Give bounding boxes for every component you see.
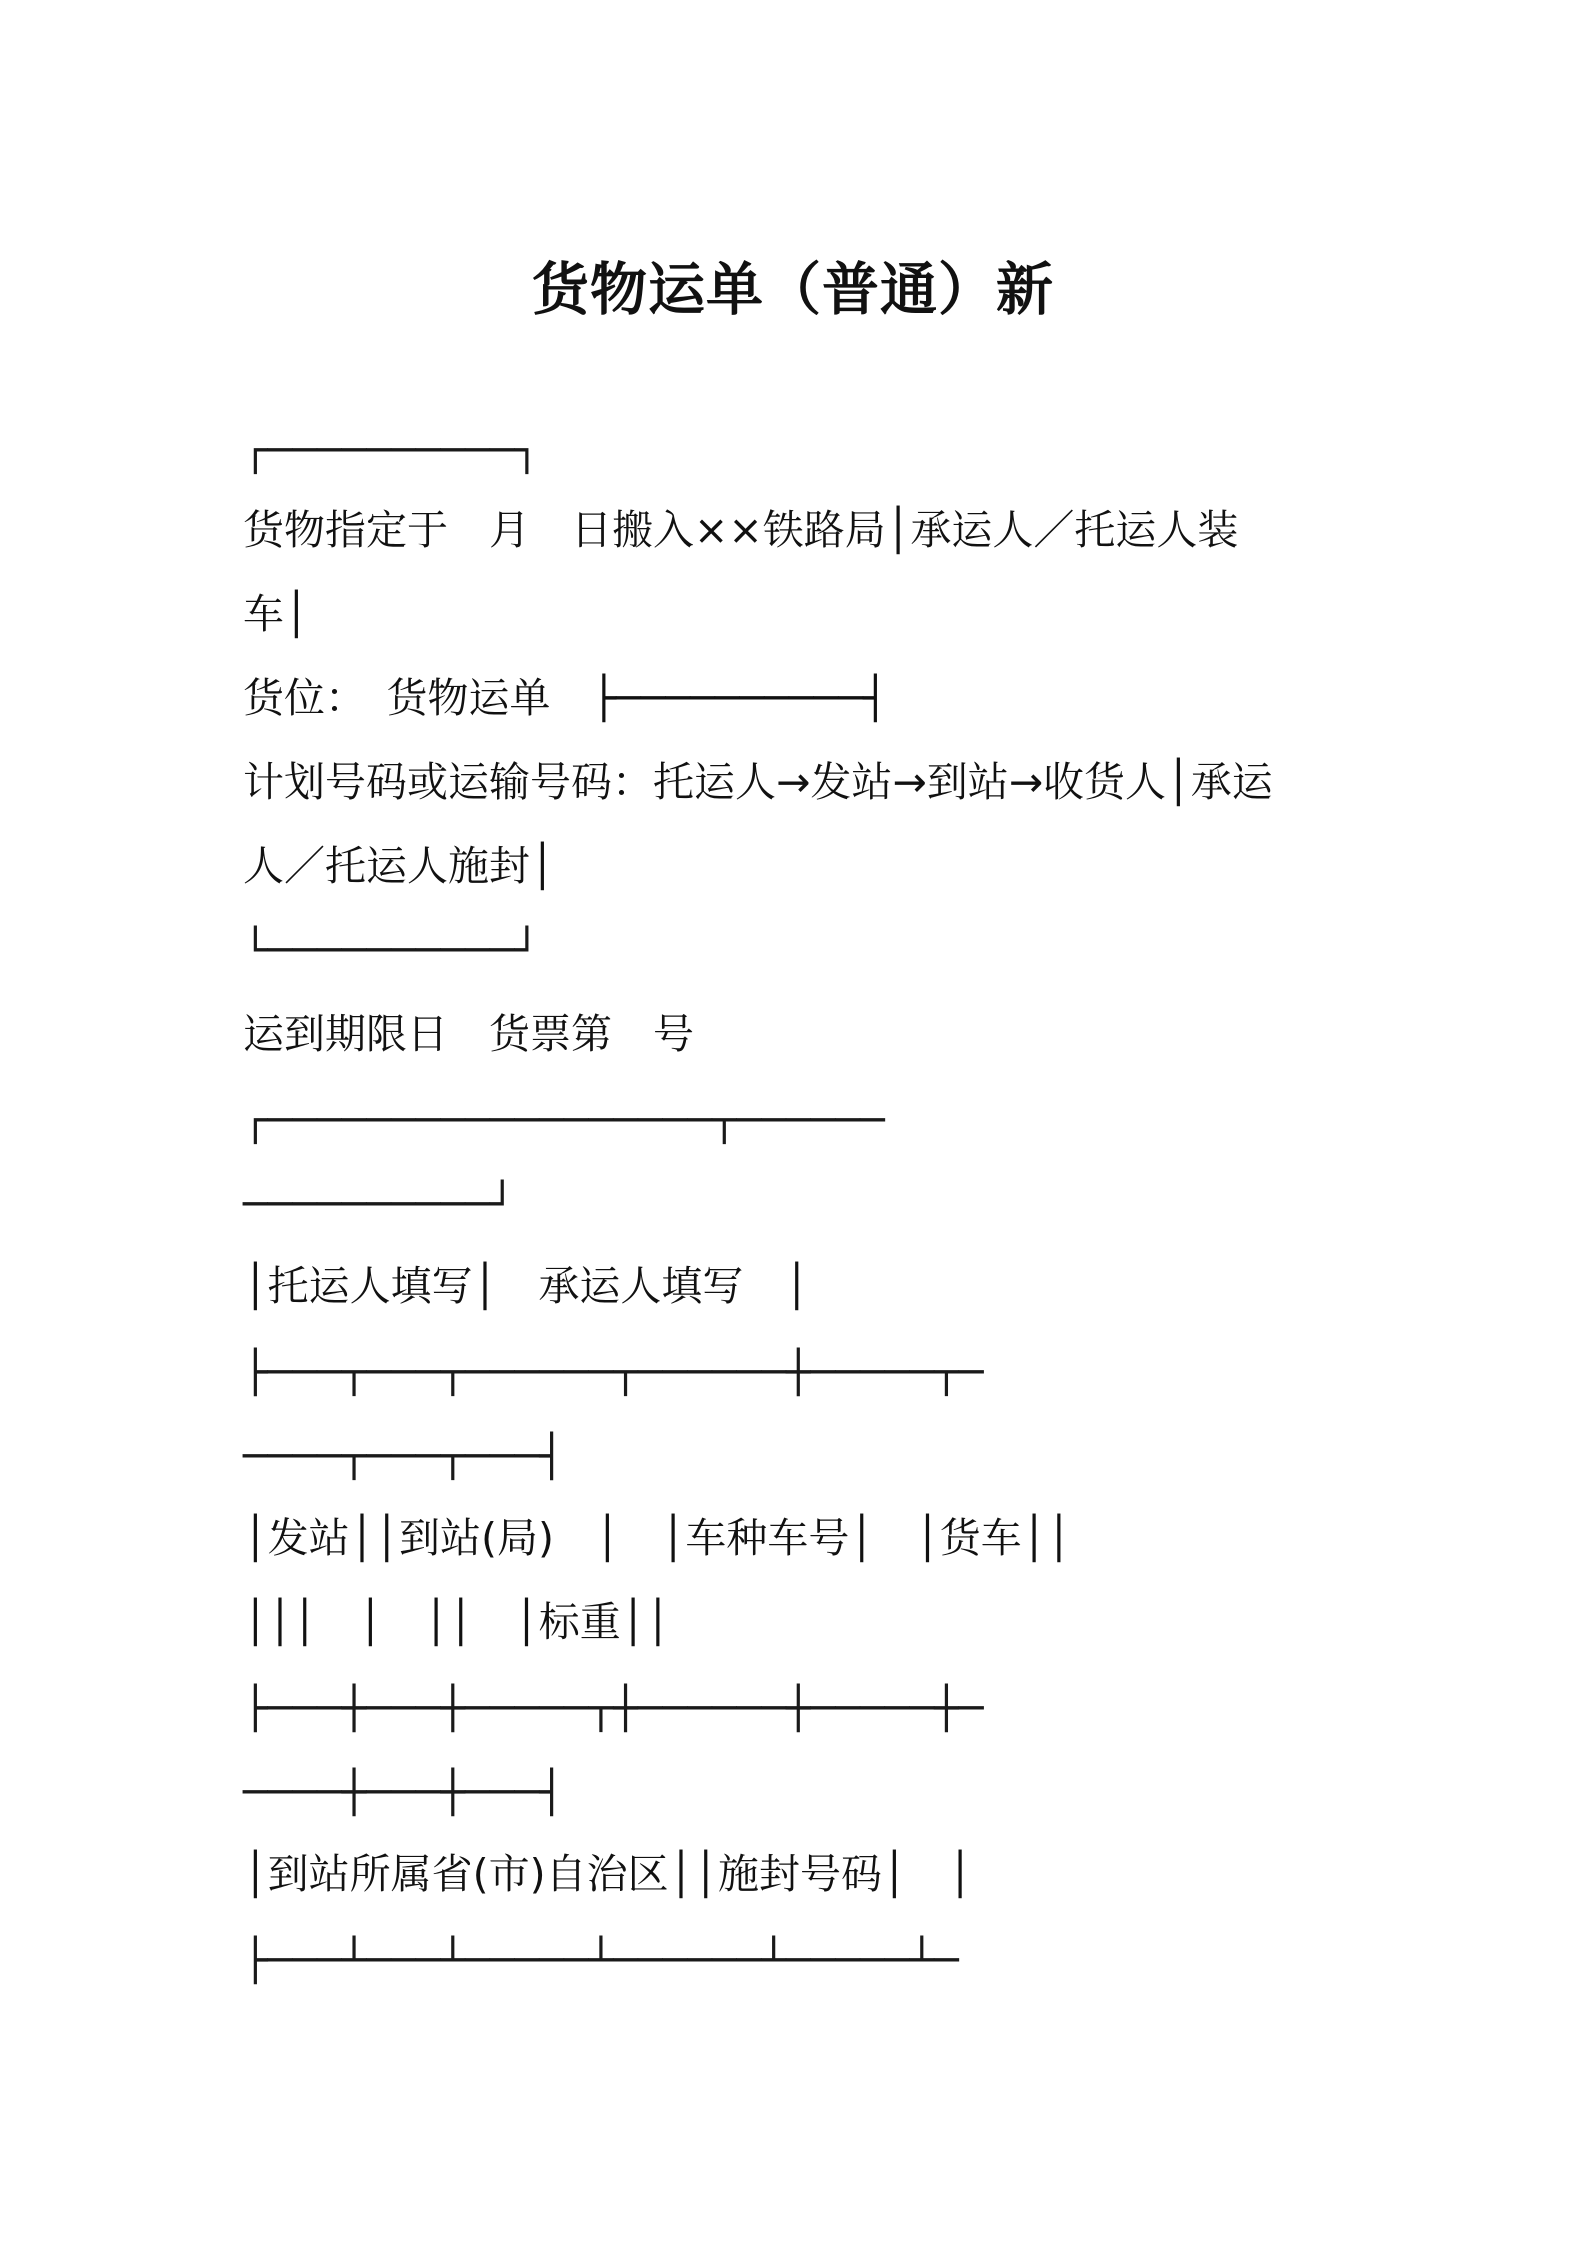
table-row-province: │到站所属省(市)自治区││施封号码│ │ — [243, 1850, 973, 1898]
table-border-row1-top-cont: ────┬───┬───┤ — [243, 1432, 564, 1480]
table-border-top-left: ┌──────────┐ — [243, 426, 540, 474]
text-line-plan-number: 计划号码或运输号码：托运人→发站→到站→收货人│承运 — [243, 758, 1273, 806]
table-border-bottom-left: └──────────┘ — [243, 926, 540, 974]
text-line-seal: 人／托运人施封│ — [243, 842, 555, 890]
table-border-header-top-cont: ──────────┘ — [243, 1180, 515, 1228]
document-title: 货物运单（普通）新 — [532, 257, 1054, 323]
table-header-row: │托运人填写│ 承运人填写 │ — [243, 1262, 810, 1310]
text-line-cargo-position: 货位： 货物运单 ├──────────┤ — [243, 674, 888, 722]
text-line-loading: 车│ — [243, 590, 309, 638]
table-border-row3-top: ├───┴───┴─────┴──────┴─────┴─ — [243, 1936, 959, 1984]
text-line-delivery-date: 货物指定于 月 日搬入××铁路局│承运人／托运人装 — [243, 506, 1239, 554]
table-row-tare-weight: │││ │ ││ │标重││ — [243, 1598, 671, 1646]
table-border-header-top: ┌──────────────────┬────── — [243, 1096, 885, 1144]
text-line-arrival-deadline: 运到期限日 货票第 号 — [243, 1010, 694, 1058]
table-row-stations: │发站││到站(局) │ │车种车号│ │货车││ — [243, 1514, 1072, 1562]
table-border-row2-top-cont: ────┼───┼───┤ — [243, 1768, 564, 1816]
table-border-row1-top: ├───┬───┬──────┬──────┼─────┬─ — [243, 1348, 984, 1396]
table-border-row2-top: ├───┼───┼─────┬┼──────┼─────┼─ — [243, 1684, 984, 1732]
